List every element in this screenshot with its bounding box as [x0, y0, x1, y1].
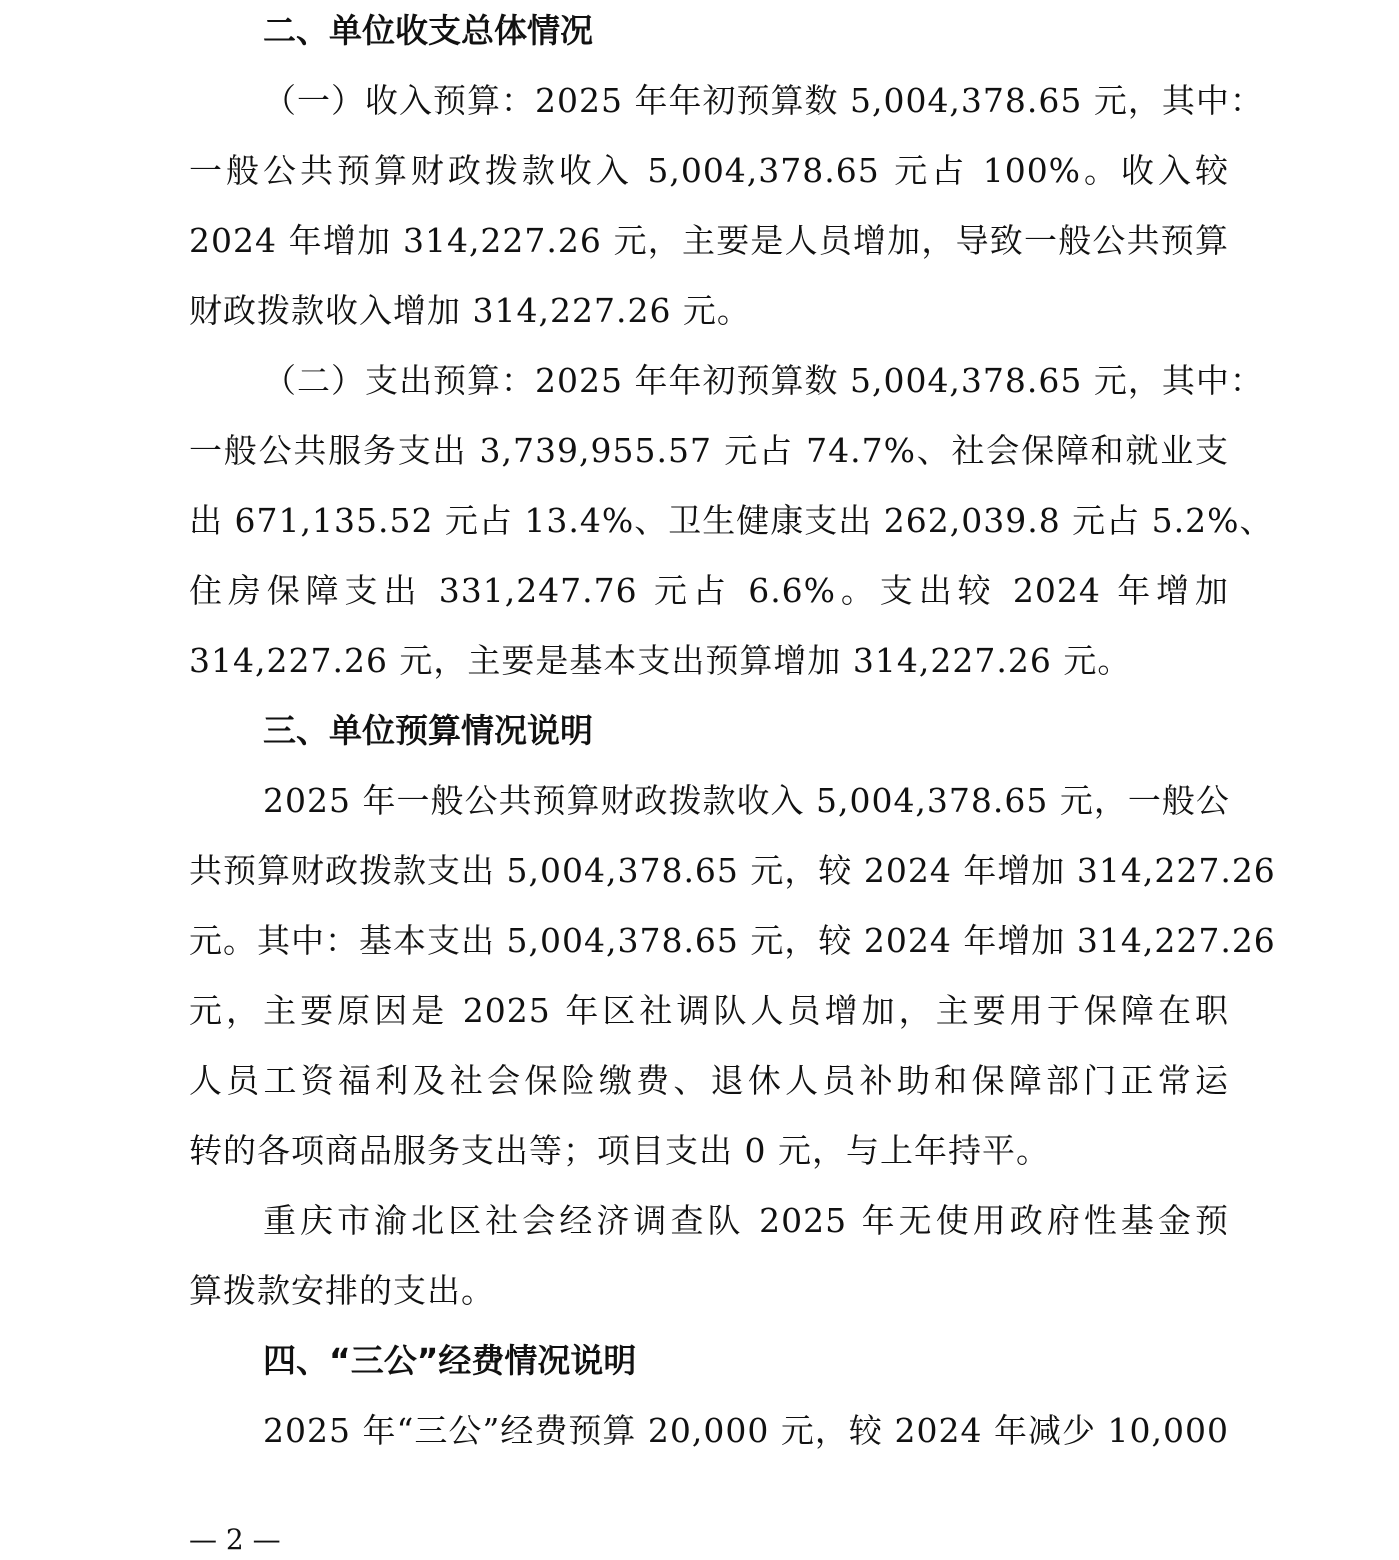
paragraph-line: 314,227.26 元，主要是基本支出预算增加 314,227.26 元。 [189, 641, 1132, 680]
paragraph-line: 共预算财政拨款支出 5,004,378.65 元，较 2024 年增加 314,227.26 [189, 851, 1276, 890]
paragraph-line: 出 671,135.52 元占 13.4%、卫生健康支出 262,039.8 元占 5.2%、 [189, 501, 1274, 540]
page-number: — 2 — [189, 1523, 281, 1556]
paragraph-line: 2025 年一般公共预算财政拨款收入 5,004,378.65 元，一般公 [263, 781, 1230, 820]
paragraph-line: 财政拨款收入增加 314,227.26 元。 [189, 291, 751, 330]
paragraph-line: 人员工资福利及社会保险缴费、退休人员补助和保障部门正常运 [189, 1061, 1229, 1100]
paragraph-line: 元。其中：基本支出 5,004,378.65 元，较 2024 年增加 314,227.26 [189, 921, 1276, 960]
paragraph-three-public-expenses [189, 1396, 1229, 1466]
paragraph-income-budget [189, 66, 1264, 346]
paragraph-line: 一般公共服务支出 3,739,955.57 元占 74.7%、社会保障和就业支 [189, 431, 1229, 470]
section-heading-3: 三、单位预算情况说明 [263, 711, 593, 750]
paragraph-line: 2025 年“三公”经费预算 20,000 元，较 2024 年减少 10,000 [263, 1411, 1229, 1450]
paragraph-line: （一）收入预算：2025 年年初预算数 5,004,378.65 元，其中： [263, 81, 1264, 120]
paragraph-line: （二）支出预算：2025 年年初预算数 5,004,378.65 元，其中： [263, 361, 1264, 400]
paragraph-expenditure-budget [189, 346, 1274, 696]
paragraph-government-fund [189, 1186, 1229, 1326]
paragraph-line: 元，主要原因是 2025 年区社调队人员增加，主要用于保障在职 [189, 991, 1229, 1030]
paragraph-line: 算拨款安排的支出。 [189, 1271, 495, 1310]
section-heading-2: 二、单位收支总体情况 [263, 11, 593, 50]
paragraph-line: 转的各项商品服务支出等；项目支出 0 元，与上年持平。 [189, 1131, 1050, 1170]
document-page [189, 0, 1276, 1466]
section-heading-4: 四、“三公”经费情况说明 [263, 1341, 637, 1380]
paragraph-line: 重庆市渝北区社会经济调查队 2025 年无使用政府性基金预 [263, 1201, 1229, 1240]
paragraph-line: 住房保障支出 331,247.76 元占 6.6%。支出较 2024 年增加 [189, 571, 1229, 610]
paragraph-budget-explanation [189, 766, 1276, 1186]
paragraph-line: 一般公共预算财政拨款收入 5,004,378.65 元占 100%。收入较 [189, 151, 1229, 190]
paragraph-line: 2024 年增加 314,227.26 元，主要是人员增加，导致一般公共预算 [189, 221, 1229, 260]
